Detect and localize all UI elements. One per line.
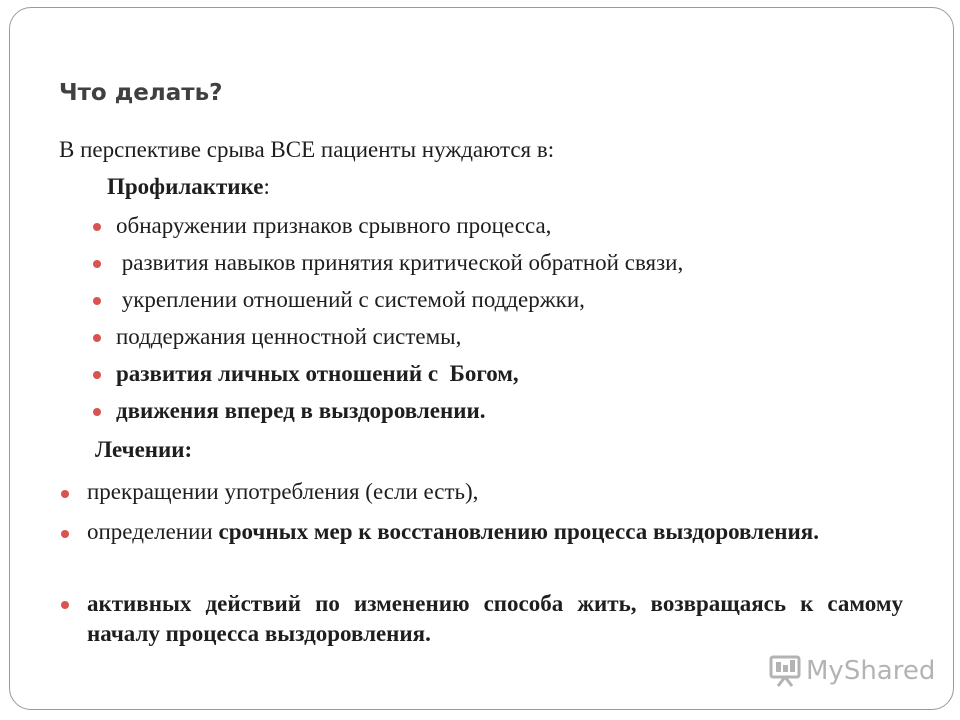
treatment-item-1: прекращении употребления (если есть),	[87, 479, 479, 504]
treatment-item-3: активных действий по изменению способа жить, возвращаясь к самому началу процесса выздоровления.	[87, 591, 903, 646]
prevention-heading-colon: :	[263, 174, 270, 199]
prevention-heading	[107, 173, 270, 201]
prevention-item-5: развития личных отношений с Богом,	[116, 361, 519, 386]
intro-text: В перспективе срыва ВСЕ пациенты нуждаются в:	[59, 137, 555, 162]
bullet-icon	[93, 334, 101, 342]
prevention-item-4: поддержания ценностной системы,	[116, 324, 462, 349]
prevention-item-2: развития навыков принятия критической обратной связи,	[116, 250, 684, 275]
bullet-icon	[61, 530, 69, 538]
watermark-text: MyShared	[806, 656, 936, 686]
bullet-icon	[93, 408, 101, 416]
treatment-item-2-bold: срочных мер к восстановлению процесса выздоровления.	[218, 519, 819, 544]
prevention-item-1: обнаружении признаков срывного процесса,	[116, 213, 552, 238]
prevention-item-3: укреплении отношений с системой поддержки,	[116, 287, 585, 312]
bullet-icon	[93, 297, 101, 305]
slide-title: Что делать?	[59, 80, 223, 106]
watermark	[768, 654, 935, 688]
bullet-icon	[61, 601, 69, 609]
prevention-heading-label: Профилактике	[107, 174, 264, 199]
bullet-icon	[93, 260, 101, 268]
presentation-board-icon	[768, 654, 802, 688]
treatment-item-2-normal: определении	[87, 519, 219, 544]
bullet-icon	[93, 371, 101, 379]
prevention-item-6: движения вперед в выздоровлении.	[116, 398, 486, 423]
bullet-icon	[93, 223, 101, 231]
treatment-item-2	[87, 517, 903, 547]
bullet-icon	[61, 490, 69, 498]
treatment-heading: Лечении:	[95, 437, 193, 462]
